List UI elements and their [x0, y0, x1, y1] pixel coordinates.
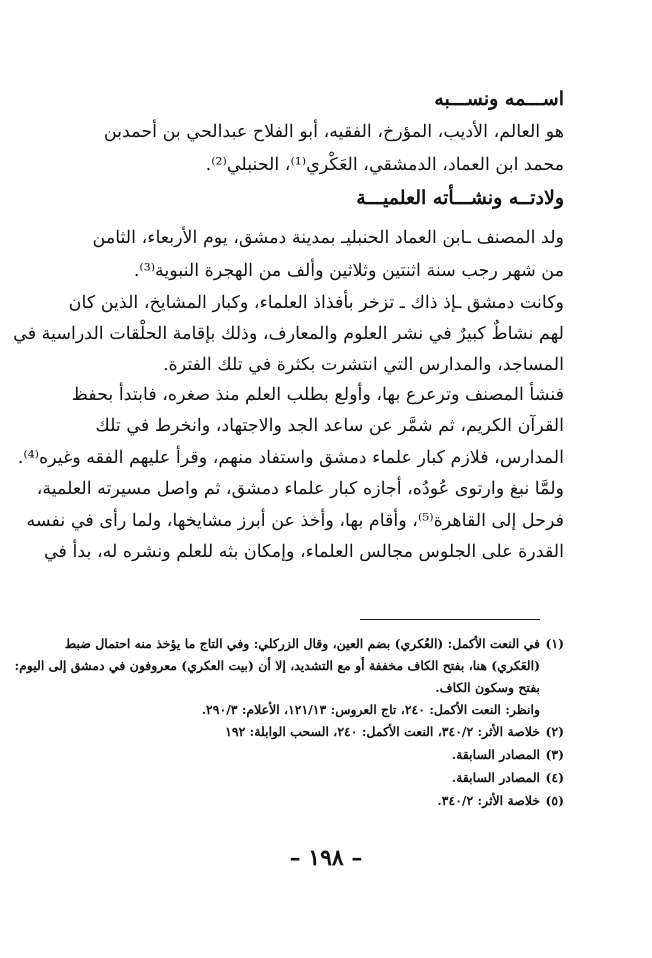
footnote-text: في النعت الأكمل: (العُكري) بضم العين، وقال الزركلي: وفي التاج ما يؤخذ منه احتمال ضبط: [64, 636, 540, 651]
footnote-text: خلاصة الأثر: ٣٤٠/٢.: [437, 793, 540, 808]
text-line: هو العالم، الأديب، المؤرخ، الفقيه، أبو الفلاح عبدالحي بن أحمدبن: [103, 122, 564, 142]
footnote-line: [78, 768, 564, 788]
footnote-text: وانظر: النعت الأكمل: ٢٤٠، تاج العروس: ١٢١/١٣، الأعلام: ٢٩٠/٣.: [201, 702, 540, 717]
section-heading-name: اســـمه ونســـبه: [434, 88, 564, 110]
footnote-number: (٢): [545, 724, 564, 739]
section-heading-birth: ولادتــه ونشـــأته العلميـــة: [356, 187, 564, 209]
footnote-line: [78, 700, 564, 720]
footnote-line: [78, 678, 564, 698]
text-line: وكانت دمشق ـإذ ذاك ـ تزخر بأفذاذ العلماء، وكبار المشايخ، الذين كان: [68, 293, 564, 313]
text-line: فنشأ المصنف وترعرع بها، وأولع بطلب العلم منذ صغره، فابتدأ بحفظ: [71, 385, 564, 405]
page-number: – ١٩٨ –: [289, 845, 363, 871]
footnote-text: بفتح وسكون الكاف.: [435, 680, 540, 695]
text-line: القدرة على الجلوس مجالس العلماء، وإمكان بثه للعلم ونشره له، بدأ في: [43, 542, 564, 562]
footnote-number: (٥): [545, 793, 564, 808]
footnote-line: [78, 722, 564, 742]
text-line: المساجد، والمدارس التي انتشرت بكثرة في تلك الفترة.: [162, 355, 564, 375]
text-line: من شهر رجب سنة اثنتين وثلاثين وألف من الهجرة النبوية⁽³⁾.: [133, 261, 564, 281]
text-line: القرآن الكريم، ثم شمَّر عن ساعد الجد والاجتهاد، وانخرط في تلك: [95, 416, 564, 436]
text-line: فرحل إلى القاهرة⁽⁵⁾، وأقام بها، وأخذ عن أبرز مشايخها، ولما رأى في نفسه: [26, 511, 564, 531]
footnote-number: (٤): [545, 770, 564, 785]
text-line: ولمَّا نبغ وارتوى عُودُه، أجازه كبار علماء دمشق، ثم واصل مسيرته العلمية،: [36, 479, 564, 499]
text-line: ولد المصنف ـابن العماد الحنبليـ بمدينة دمشق، يوم الأربعاء، الثامن: [92, 228, 564, 248]
footnote-line: [78, 745, 564, 765]
footnote-text: المصادر السابقة.: [451, 770, 540, 785]
footnote-text: خلاصة الأثر: ٣٤٠/٢، النعت الأكمل: ٢٤٠، السحب الوابلة: ١٩٢: [225, 724, 540, 739]
footnote-line: [78, 791, 564, 811]
footnote-number: (١): [545, 636, 564, 651]
text-line: محمد ابن العماد، الدمشقي، العَكْري⁽¹⁾، الحنبلي⁽²⁾.: [205, 155, 564, 175]
text-line: لهم نشاطٌ كبيرٌ في نشر العلوم والمعارف، وذلك بإقامة الحلْقات الدراسية في: [13, 324, 564, 344]
footnote-text: المصادر السابقة.: [451, 747, 540, 762]
footnote-line: [14, 656, 564, 676]
footnote-separator: [360, 619, 540, 620]
footnote-text: (العَكري) هنا، بفتح الكاف مخففة أو مع التشديد، إلا أن (بيت العكري) معروفون في دمشق إلى اليوم:: [14, 658, 540, 673]
footnote-number: (٣): [545, 747, 564, 762]
footnote-line: [64, 634, 564, 654]
text-line: المدارس، فلازم كبار علماء دمشق واستفاد منهم، وقرأ عليهم الفقه وغيره⁽⁴⁾.: [17, 448, 564, 468]
